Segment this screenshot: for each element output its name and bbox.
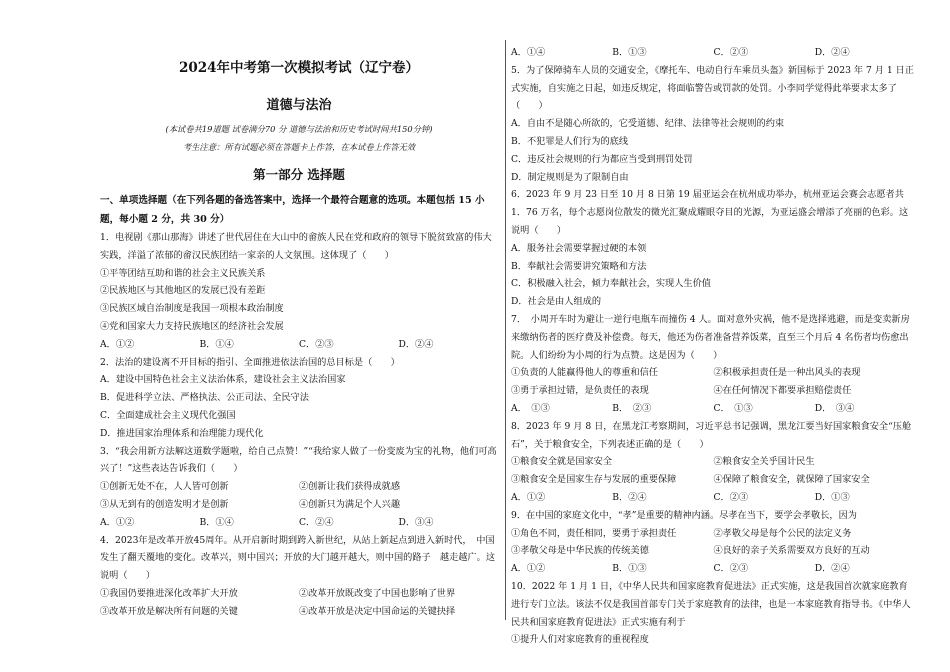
statement-row bbox=[511, 525, 916, 543]
choice-d: D．①③ bbox=[814, 491, 850, 503]
choice-row bbox=[511, 560, 916, 578]
question-7 bbox=[511, 311, 916, 418]
choice-b: B．①④ bbox=[199, 338, 234, 350]
choice-b: B．促进科学立法、严格执法、公正司法、全民守法 bbox=[100, 392, 309, 404]
choice-a: A．①④ bbox=[511, 47, 546, 58]
choice-a: A．自由不是随心所欲的，它受道德、纪律、法律等社会规则的约束 bbox=[511, 118, 785, 130]
choice-d: D． ③④ bbox=[814, 402, 855, 414]
choice-b: B．①③ bbox=[612, 563, 647, 575]
statement: ①粮食安全就是国家安全 bbox=[511, 456, 613, 468]
choice-d: D．制定规则是为了限制自由 bbox=[511, 171, 629, 183]
choice-a: A． ①③ bbox=[511, 402, 550, 414]
statement: ④党和国家大力支持民族地区的经济社会发展 bbox=[100, 320, 284, 332]
statement-row bbox=[100, 585, 498, 603]
choice-a: A．①② bbox=[100, 516, 135, 528]
statement: ④良好的亲子关系需要双方良好的互动 bbox=[713, 545, 870, 557]
choice-a: A．①② bbox=[511, 563, 546, 575]
choice-a: A．①② bbox=[511, 491, 546, 503]
choice-c: C．②③ bbox=[299, 338, 334, 350]
statement: ③民族区域自治制度是我国一项根本政治制度 bbox=[100, 303, 284, 315]
choice-d: D．③④ bbox=[398, 516, 434, 528]
statement: ①角色不同，责任相同，要勇于承担责任 bbox=[511, 527, 677, 539]
choice-c: C．②③ bbox=[713, 563, 749, 575]
choice-b: B．①③ bbox=[612, 47, 647, 58]
choice-a: A．服务社会需要掌握过硬的本领 bbox=[511, 242, 647, 254]
statement: ④保障了粮食安全，就保障了国家安全 bbox=[713, 474, 870, 486]
question-stem: 9．在中国的家庭文化中，“孝”是重要的精神内涵。尽孝在当下，要学会孝敬长，因为 bbox=[511, 509, 857, 521]
statement: ①负责的人能赢得他人的尊重和信任 bbox=[511, 367, 658, 379]
choice-d: D．②④ bbox=[398, 338, 434, 350]
choice-row bbox=[100, 336, 498, 354]
statement: ①创新无处不在，人人皆可创新 bbox=[100, 481, 229, 493]
choice-b: B．②④ bbox=[612, 491, 647, 503]
choice-b: B．①④ bbox=[199, 516, 234, 528]
choice-b: B．不犯罪是人们行为的底线 bbox=[511, 135, 629, 147]
statement: ②创新让我们获得成就感 bbox=[299, 481, 401, 493]
statement-row bbox=[511, 471, 916, 489]
choice-c: C．积极融入社会，倾力奉献社会，实现人生价值 bbox=[511, 278, 711, 290]
choice-d: D．②④ bbox=[814, 563, 850, 575]
question-stem: 10．2022 年 1 月 1 日，《中华人民共和国家庭教育促进法》正式实施，这是我国首次就家庭教育进行专门立法。该法不仅是我国首部专门关于家庭教育的法律，也是一本家庭教育指导书。《中华人民共和国家庭教育促进法》正式实施有利于 bbox=[511, 580, 911, 628]
statement-row bbox=[511, 382, 916, 400]
statement: ③从无到有的创造发明才是创新 bbox=[100, 498, 229, 510]
exam-meta: (本试卷共19道题 试卷满分70 分 道德与法治和历史考试时间共150分钟) bbox=[165, 124, 433, 134]
statement-row bbox=[100, 496, 498, 514]
statement: ②积极承担责任是一种出风头的表现 bbox=[713, 367, 861, 379]
choice-row bbox=[511, 400, 916, 418]
choice-row bbox=[100, 514, 498, 532]
question-stem: 2．法治的建设离不开目标的指引、全面推进依法治国的总目标是（ ） bbox=[100, 356, 400, 368]
question-stem: 4．2023年是改革开放45周年。从开启新时期到跨入新世纪，从站上新起点到进入新时代， 中国发生了翻天覆地的变化。改革兴，则中国兴；开放的大门越开越大，则中国的路子 越走越广。这说明（ ） bbox=[100, 534, 496, 582]
question-10 bbox=[511, 578, 916, 649]
question-3 bbox=[100, 443, 498, 532]
statement: ①提升人们对家庭教育的重视程度 bbox=[511, 634, 649, 646]
statement-row bbox=[100, 478, 498, 496]
right-column bbox=[511, 44, 916, 649]
part-title: 第一部分 选择题 bbox=[253, 167, 345, 182]
statement: ②改革开放既改变了中国也影响了世界 bbox=[299, 587, 456, 599]
question-stem: 5．为了保障骑车人员的交通安全，《摩托车、电动自行车乘员头盔》新国标于 2023 年 7 月 1 日正式实施，自实施之日起，如违反规定，将面临警告或罚款的处罚。小李同学觉得此举要求太多了（ ） bbox=[511, 64, 914, 112]
choice-c: C．②③ bbox=[713, 47, 749, 58]
subject-title: 道德与法治 bbox=[266, 98, 332, 113]
statement: ③勇于承担过错，是负责任的表现 bbox=[511, 385, 649, 397]
statement: ①我国仍要推进深化改革扩大开放 bbox=[100, 587, 238, 599]
statement: ①平等团结互助和谐的社会主义民族关系 bbox=[100, 267, 266, 279]
choice-a: A．建设中国特色社会主义法治体系，建设社会主义法治国家 bbox=[100, 374, 346, 386]
question-8 bbox=[511, 418, 916, 507]
question-stem: 1．电视剧《那山那海》讲述了世代居住在大山中的畲族人民在党和政府的领导下脱贫致富的伟大实践，洋溢了浓郁的畲汉民族团结一家亲的人文氛围。这体现了（ ） bbox=[100, 232, 492, 261]
statement-row bbox=[511, 542, 916, 560]
left-column bbox=[100, 44, 498, 621]
statement-row bbox=[511, 453, 916, 471]
statement: ③改革开放是解决所有问题的关键 bbox=[100, 605, 238, 617]
section-heading: 一、单项选择题（在下列各题的备选答案中，选择一个最符合题意的选项。本题包括 15 小题，每小题 2 分，共 30 分） bbox=[100, 195, 485, 225]
question-stem: 3．“我会用新方法解这道数学题啦，给自己点赞！”“我给家人做了一份变废为宝的礼物，他们可高兴了！”这些表达告诉我们（ ） bbox=[100, 445, 497, 475]
statement: ③孝敬父母是中华民族的传统美德 bbox=[511, 545, 649, 557]
statement: ③粮食安全是国家生存与发展的重要保障 bbox=[511, 474, 677, 486]
question-stem: 6．2023 年 9 月 23 日至 10 月 8 日第 19 届亚运会在杭州成功举办，杭州亚运会赛会志愿者共 1．76 万名，每个志愿岗位散发的微光汇聚成耀眼夺目的光源，为亚运盛会增添了亮丽的色彩。这说明（ ） bbox=[511, 189, 909, 236]
question-stem: 7． 小周开车时为避让一逆行电瓶车而撞伤 4 人。面对意外灾祸，他不是选择逃避，而是变卖新房来缴纳伤者的医疗费及补偿费。每天，他还为伤者准备营养饭菜，直至三个月后 4 名伤者均伤愈出院。人们纷纷为小周的行为点赞。这是因为（ ） bbox=[511, 313, 910, 361]
statement: ④在任何情况下都要承担赔偿责任 bbox=[713, 385, 852, 397]
statement-row bbox=[511, 364, 916, 382]
statement: ④创新只为满足个人兴趣 bbox=[299, 498, 401, 510]
choice-b: B． ②③ bbox=[612, 402, 652, 414]
question-4 bbox=[100, 532, 498, 621]
candidate-note: 考生注意：所有试题必须在答题卡上作答，在本试卷上作答无效 bbox=[182, 142, 416, 152]
choice-row bbox=[511, 44, 916, 62]
statement: ②民族地区与其他地区的发展已没有差距 bbox=[100, 285, 266, 297]
choice-d: D．②④ bbox=[814, 47, 850, 58]
choice-c: C． ①③ bbox=[713, 402, 753, 414]
choice-b: B．奉献社会需要讲究策略和方法 bbox=[511, 260, 647, 272]
choice-d: D．推进国家治理体系和治理能力现代化 bbox=[100, 427, 264, 439]
column-divider bbox=[505, 40, 506, 620]
statement: ②粮食安全关乎国计民生 bbox=[713, 456, 815, 468]
choice-c: C．全面建成社会主义现代化强国 bbox=[100, 409, 236, 421]
question-1 bbox=[100, 229, 498, 354]
choice-c: C．违反社会规则的行为都应当受到刑罚处罚 bbox=[511, 153, 693, 165]
statement-row bbox=[100, 603, 498, 621]
question-5 bbox=[511, 62, 916, 187]
exam-title: 2024年中考第一次模拟考试（辽宁卷） bbox=[178, 60, 420, 76]
choice-row bbox=[511, 489, 916, 507]
statement: ④改革开放是决定中国命运的关键抉择 bbox=[299, 605, 456, 617]
statement: ②孝敬父母是每个公民的法定义务 bbox=[713, 527, 852, 539]
choice-a: A．①② bbox=[100, 338, 135, 350]
question-stem: 8．2023 年 9 月 8 日，在黑龙江考察期间，习近平总书记强调，黑龙江要当好国家粮食安全“压舱石”，关于粮食安全，下列表述正确的是（ ） bbox=[511, 420, 912, 450]
choice-c: C．②③ bbox=[713, 491, 749, 503]
question-9 bbox=[511, 507, 916, 578]
question-2 bbox=[100, 354, 498, 443]
question-6 bbox=[511, 186, 916, 311]
choice-d: D．社会是由人组成的 bbox=[511, 296, 602, 308]
choice-c: C．②④ bbox=[299, 516, 334, 528]
